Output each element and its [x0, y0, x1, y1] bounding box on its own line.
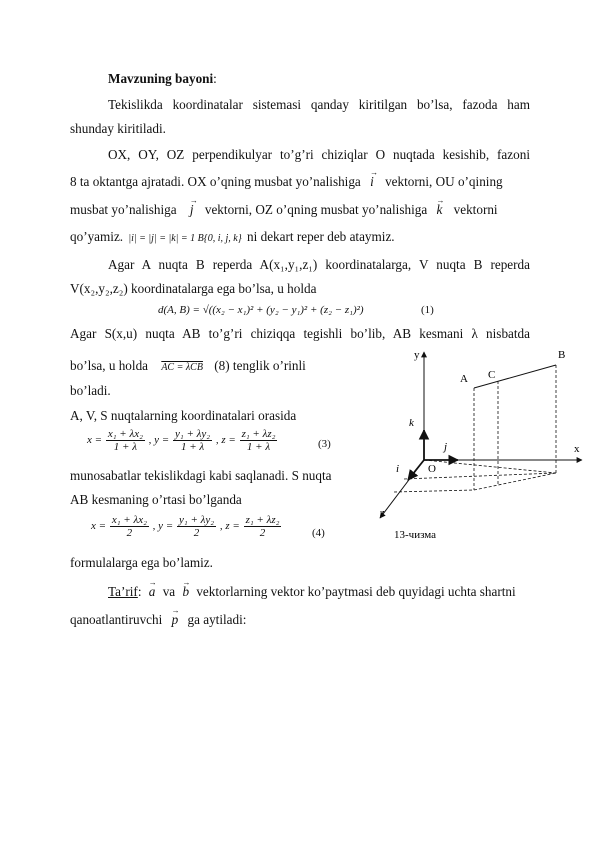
p2-line2-text-b: vektorni, OU o’qining	[385, 174, 503, 189]
label-z: z	[380, 507, 385, 519]
p3-line2: V(x₂,y₂,z₂) koordinatalarga ega bo’lsa, u holda	[70, 281, 317, 296]
p5-line1: Ta’rif: → a va → b vektorlarning vektor ko’paytmasi deb quyidagi uchta shartni	[108, 583, 530, 600]
label-k: k	[409, 417, 414, 429]
p4-line2-text-b: (8) tenglik o’rinli	[214, 358, 306, 373]
p2-line3-text-b: vektorni, OZ o’qning musbat yo’nalishiga	[204, 202, 428, 217]
label-x: x	[574, 443, 580, 455]
f3-y-label: , y =	[148, 434, 170, 447]
heading-text: Mavzuning bayoni	[108, 71, 214, 86]
label-A: A	[460, 373, 468, 385]
reper-formula: |i| = |j| = |k| = 1 B{0, i, j, k}	[128, 233, 242, 244]
p2-line1: OX, OY, OZ perpendikulyar to’g’ri chiziqlar O nuqtada kesishib, fazoni	[108, 147, 530, 162]
p2-line4-text: qo’yamiz.	[70, 229, 124, 244]
p2-line3-text: musbat yo’nalishiga	[70, 202, 177, 217]
ac-lambda-cb-formula: AC = λCB	[161, 362, 203, 373]
f3-x-label: x =	[87, 434, 103, 447]
p2-line3	[70, 201, 530, 218]
tarif-label: Ta’rif	[108, 584, 138, 599]
p1-line2: shunday kiritiladi.	[70, 121, 166, 136]
equation-number-3: (3)	[318, 438, 331, 450]
label-C: C	[488, 369, 496, 381]
f3-y-fraction: $\frac{\text{y₁ + λy₂}}{1 + \lambda}$	[174, 428, 211, 453]
unit-vector-i	[408, 460, 424, 480]
p2-line3-text-c: vektorni	[453, 202, 498, 217]
f4-z-label: , z =	[219, 520, 240, 533]
vector-a-symbol: → a	[149, 583, 156, 600]
p4-line3: bo’ladi.	[70, 383, 111, 398]
p5-line2-text-b: ga aytiladi:	[187, 612, 247, 627]
base-line-a	[394, 490, 474, 492]
p4-line7: formulalarga ega bo’lamiz.	[70, 555, 213, 570]
p2-line4-text-b: ni dekart reper deb ataymiz.	[247, 229, 395, 244]
p4-line2-text: bo’lsa, u holda	[70, 358, 149, 373]
section-heading: Mavzuning bayoni:	[108, 71, 217, 86]
label-origin: O	[428, 463, 436, 475]
f4-x-fraction: $\frac{\text{x₁ + λx₂}}{2}$	[111, 514, 147, 539]
figure-caption: 13-чизма	[394, 529, 437, 541]
label-B: B	[558, 349, 566, 361]
label-i: i	[396, 463, 400, 475]
p4-line4: A, V, S nuqtalarning koordinatalari orasida	[70, 408, 297, 423]
f4-z-fraction: $\frac{\text{z₁ + λz₂}}{2}$	[245, 514, 280, 539]
va-text: va	[162, 584, 176, 599]
label-y: y	[414, 349, 420, 361]
f3-z-label: , z =	[215, 434, 236, 447]
p4-line2	[70, 357, 355, 376]
base-line-b2	[424, 460, 556, 473]
p3-line1: Agar A nuqta B reperda A(x₁,y₁,z₁) koordinatalarga, V nuqta B reperda	[108, 257, 530, 272]
p5-line2-text: qanoatlantiruvchi	[70, 612, 163, 627]
vector-k-symbol: → k	[436, 201, 442, 218]
f3-x-fraction: $\frac{\text{x₁ + λx₂}}{1 + \lambda}$	[107, 428, 143, 453]
f3-z-fraction: $\frac{\text{z₁ + λz₂}}{1 + \lambda}$	[241, 428, 276, 453]
p5-line2	[70, 611, 530, 628]
p5-line1-text: vektorlarning vektor ko’paytmasi deb quyidagi uchta shartni	[196, 584, 516, 599]
formula-4	[91, 514, 282, 539]
equation-number-4: (4)	[312, 527, 325, 539]
p4-line5: munosabatlar tekislikdagi kabi saqlanadi. S nuqta	[70, 468, 332, 483]
vector-j-symbol: → j	[190, 201, 194, 218]
f4-y-fraction: $\frac{\text{y₁ + λy₂}}{2}$	[178, 514, 215, 539]
p4-line1: Agar S(x,u) nuqta AB to’g’ri chiziqqa tegishli bo’lib, AB kesmani λ nisbatda	[70, 326, 530, 341]
formula-3	[87, 428, 278, 453]
equation-number-1: (1)	[421, 304, 434, 316]
f4-x-label: x =	[91, 520, 107, 533]
distance-formula: d(A, B) = √((x₂ − x₁)² + (y₂ − y₁)² + (z₂ − z₁)²)	[158, 304, 364, 316]
p2-line2	[70, 173, 530, 190]
f4-y-label: , y =	[152, 520, 174, 533]
vector-i-symbol: → i	[370, 173, 374, 190]
label-j: j	[444, 441, 448, 453]
segment-ab	[474, 365, 556, 388]
p2-line2-text: 8 ta oktantga ajratadi. OX o’qning musbat yo’nalishiga	[70, 174, 361, 189]
p1-line1: Tekislikda koordinatalar sistemasi qanday kiritilgan bo’lsa, fazoda ham	[108, 97, 530, 112]
coordinate-figure	[360, 340, 590, 550]
p2-line4	[70, 228, 530, 247]
vector-b-symbol: → b	[182, 583, 189, 600]
p4-line6: AB kesmaning o’rtasi bo’lganda	[70, 492, 242, 507]
vector-p-symbol: → p	[172, 611, 179, 628]
